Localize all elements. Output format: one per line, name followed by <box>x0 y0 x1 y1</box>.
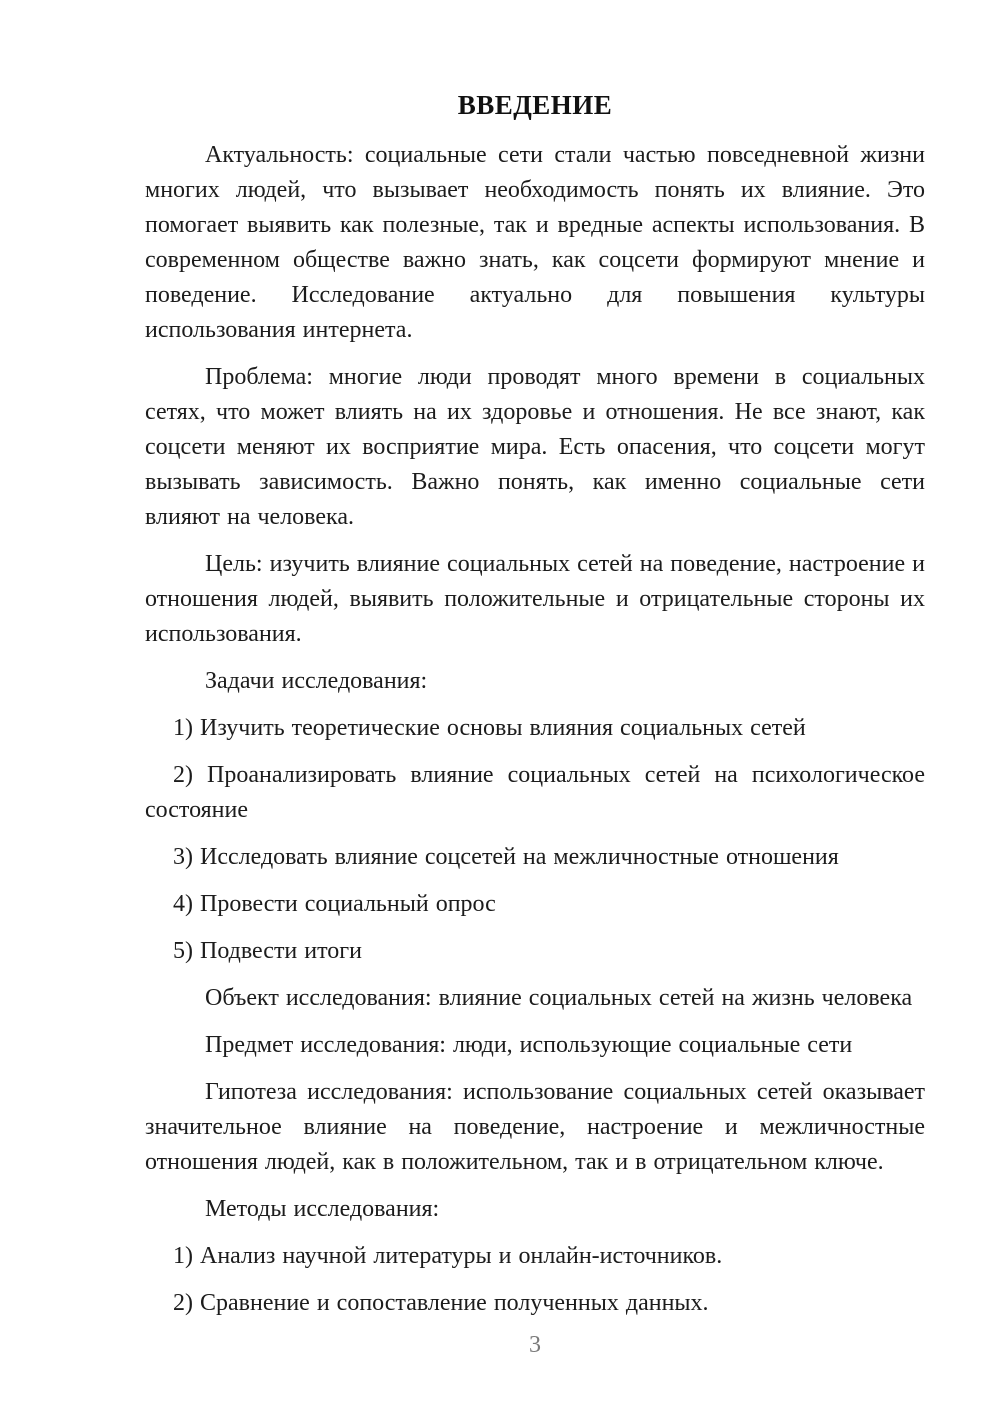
paragraph-tasks-heading: Задачи исследования: <box>205 668 428 694</box>
task-item-4: 4) Провести социальный опрос <box>173 891 496 917</box>
section-title: ВВЕДЕНИЕ <box>457 90 613 120</box>
paragraph-relevance: Актуальность: социальные сети стали частью повседневной жизни многих людей, что вызывает необходимость понять их влияние. Это помогает выявить как полезные, так и вредные аспекты использования. В современном обществе важно знать, как соцсети формируют мнение и поведение. Исследование актуально для повышения культуры использования интернета. <box>145 142 925 343</box>
task-item-2: 2) Проанализировать влияние социальных сетей на психологическое состояние <box>145 762 925 823</box>
task-item-3: 3) Исследовать влияние соцсетей на межличностные отношения <box>173 844 839 870</box>
method-item-2: 2) Сравнение и сопоставление полученных данных. <box>173 1290 709 1316</box>
method-item-1: 1) Анализ научной литературы и онлайн-источников. <box>173 1243 723 1269</box>
page-number: 3 <box>529 1332 541 1358</box>
paragraph-methods-heading: Методы исследования: <box>205 1196 440 1222</box>
paragraph-goal: Цель: изучить влияние социальных сетей на поведение, настроение и отношения людей, выявить положительные и отрицательные стороны их использования. <box>145 551 925 647</box>
paragraph-problem: Проблема: многие люди проводят много времени в социальных сетях, что может влиять на их здоровье и отношения. Не все знают, как соцсети меняют их восприятие мира. Есть опасения, что соцсети могут вызывать зависимость. Важно понять, как именно социальные сети влияют на человека. <box>145 364 925 530</box>
task-item-1: 1) Изучить теоретические основы влияния социальных сетей <box>173 715 806 741</box>
paragraph-hypothesis: Гипотеза исследования: использование социальных сетей оказывает значительное влияние на поведение, настроение и межличностные отношения людей, как в положительном, так и в отрицательном ключе. <box>145 1079 925 1175</box>
paragraph-research-object: Объект исследования: влияние социальных сетей на жизнь человека <box>205 985 913 1011</box>
paragraph-research-subject: Предмет исследования: люди, использующие социальные сети <box>205 1032 853 1058</box>
task-item-5: 5) Подвести итоги <box>173 938 362 964</box>
